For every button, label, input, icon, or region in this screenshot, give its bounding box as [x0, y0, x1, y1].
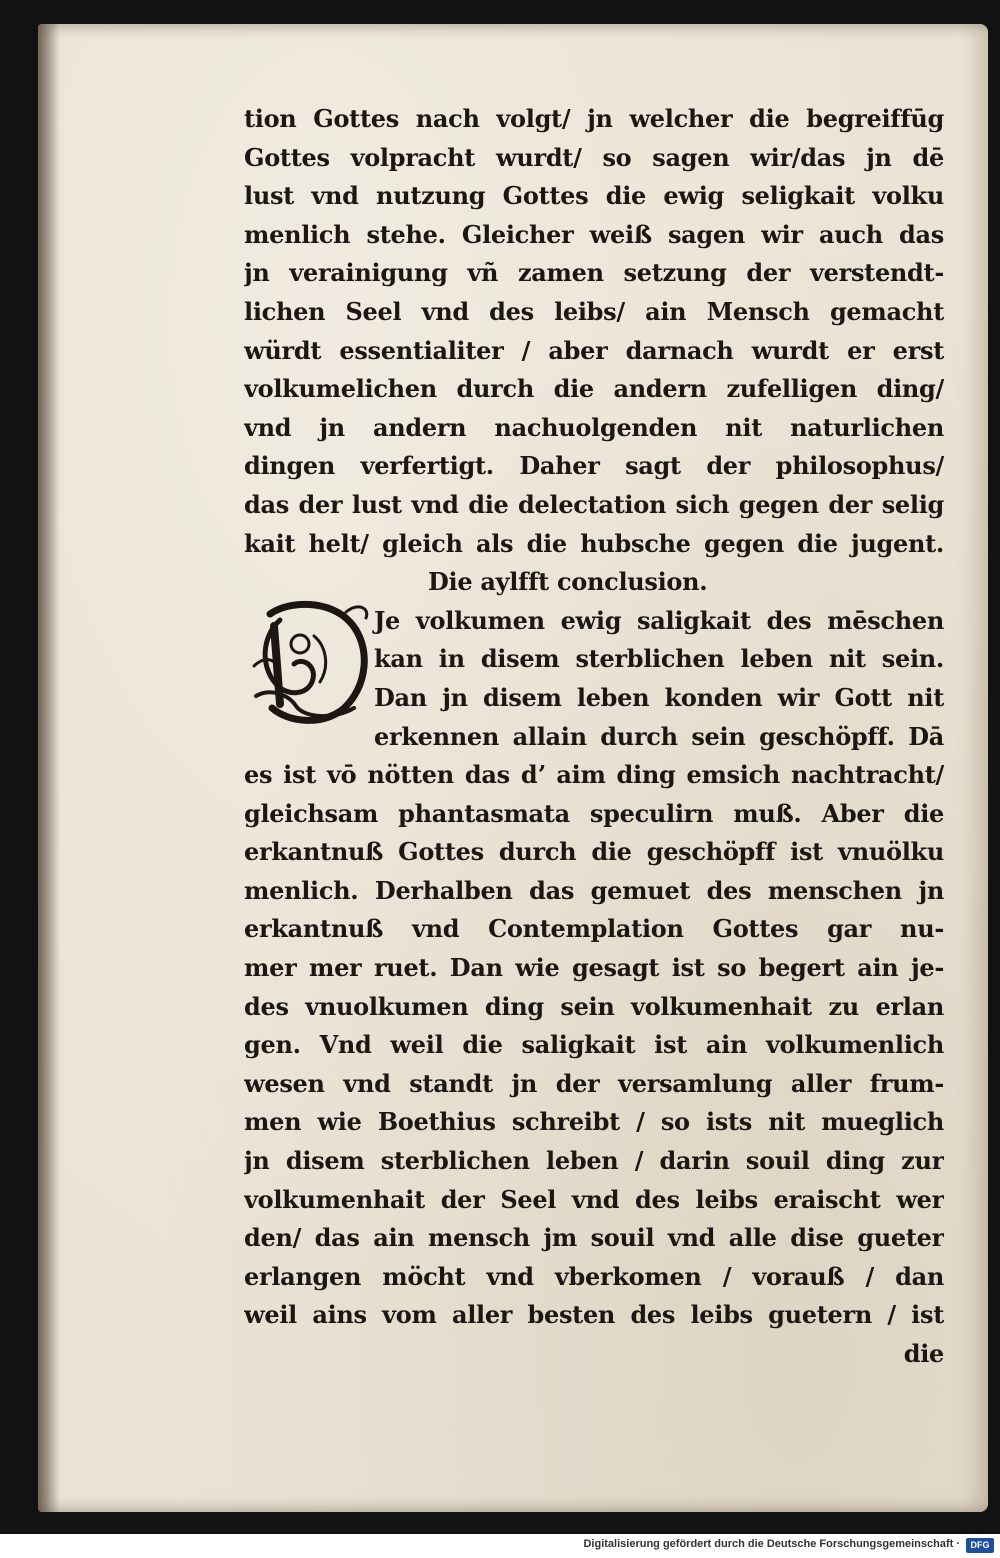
text-line: kait helt/ gleich als die hubsche gegen die jugent. [244, 528, 944, 558]
dfg-logo-icon: DFG [966, 1538, 994, 1553]
text-line: menlich. Derhalben das gemuet des menschen jn [244, 875, 944, 905]
text-line: kan in disem sterblichen leben nit sein. [374, 644, 944, 674]
spine-shadow [38, 24, 60, 1512]
text-line: es ist vō nötten das dʼ aim ding emsich nachtracht/ [244, 760, 944, 790]
text-line: weil ains vom aller besten des leibs guetern / ist [244, 1300, 944, 1330]
text-line: den/ das ain mensch jm souil vnd alle dise gueter [244, 1223, 944, 1253]
text-line: gleichsam phantasmata speculirn muß. Aber die [244, 798, 944, 828]
paragraph-second [244, 602, 944, 1335]
text-line: Gottes volpracht wurdt/ so sagen wir/das jn dē [244, 142, 944, 172]
text-line: men wie Boethius schreibt / so ists nit mueglich [244, 1107, 944, 1137]
text-line: erkantnuß vnd Contemplation Gottes gar nu- [244, 914, 944, 944]
section-heading: Die aylfft conclusion. [428, 567, 708, 597]
text-line: erkennen allain durch sein geschöpff. Dā [374, 721, 944, 751]
text-line: volkumenhait der Seel vnd des leibs eraischt wer [244, 1184, 944, 1214]
text-line: des vnuolkumen ding sein volkumenhait zu erlan [244, 991, 944, 1021]
funding-notice: Digitalisierung gefördert durch die Deutsche Forschungsgemeinschaft · [583, 1538, 960, 1550]
text-line: gen. Vnd weil die saligkait ist ain volkumenlich [244, 1030, 944, 1060]
text-line: würdt essentialiter / aber darnach wurdt er erst [244, 335, 944, 365]
text-line: erkantnuß Gottes durch die geschöpff ist vnuölku [244, 837, 944, 867]
text-line: lichen Seel vnd des leibs/ ain Mensch gemacht [244, 296, 944, 326]
text-line: jn verainigung vñ zamen setzung der verstendt- [244, 258, 944, 288]
text-line: das der lust vnd die delectation sich gegen der selig [244, 489, 944, 519]
text-line: Je volkumen ewig saligkait des mēschen [374, 605, 944, 635]
text-line: mer mer ruet. Dan wie gesagt ist so begert ain je- [244, 953, 944, 983]
text-line: lust vnd nutzung Gottes die ewig seligkait volku [244, 181, 944, 211]
footer-bar [0, 1534, 1000, 1558]
initial-letter: D [310, 680, 311, 681]
text-line: Dan jn disem leben konden wir Gott nit [374, 682, 944, 712]
catchword: die [903, 1339, 944, 1368]
text-line: wesen vnd standt jn der versamlung aller frum- [244, 1068, 944, 1098]
text-line: erlangen möcht vnd vberkomen / vorauß / dan [244, 1261, 944, 1291]
text-block [244, 100, 944, 1374]
text-line: tion Gottes nach volgt/ jn welcher die begreiffūg [244, 104, 944, 133]
text-line: menlich stehe. Gleicher weiß sagen wir auch das [244, 219, 944, 249]
text-line: dingen verfertigt. Daher sagt der philosophus/ [244, 451, 944, 481]
text-line: vnd jn andern nachuolgenden nit naturlichen [244, 412, 944, 442]
text-line: volkumelichen durch die andern zufelligen ding/ [244, 374, 944, 404]
text-line: jn disem sterblichen leben / darin souil ding zur [244, 1146, 944, 1176]
paragraph-first [244, 100, 944, 563]
